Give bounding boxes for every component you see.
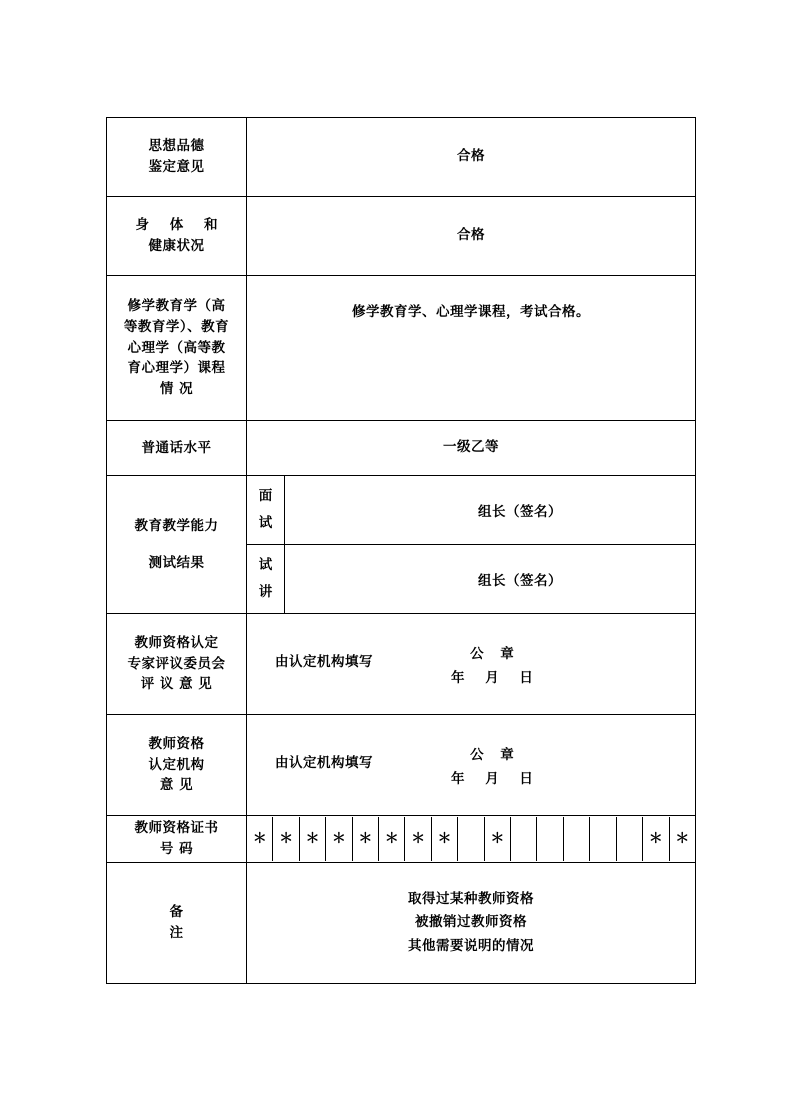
row-label-certifying-authority-opinion: 教师资格 认定机构 意 见 — [107, 715, 247, 816]
certificate-number-box[interactable] — [510, 817, 536, 861]
row-label-health-status: 身 体 和 健康状况 — [107, 197, 247, 276]
subrow-value-interview: 组长（签名） — [285, 476, 696, 545]
certificate-number-box[interactable]: ＊ — [431, 817, 457, 861]
certificate-number-box[interactable]: ＊ — [484, 817, 510, 861]
table-row-certificate-number — [107, 816, 696, 863]
row-value-certifying-authority-opinion — [247, 715, 696, 816]
table-row-expert-committee-opinion — [107, 614, 696, 715]
certificate-number-box[interactable]: ＊ — [325, 817, 351, 861]
certificate-number-box[interactable] — [536, 817, 562, 861]
opinion-content-expert-committee: 由认定机构填写 公 章 年 月 日 — [247, 642, 695, 686]
certificate-number-box[interactable]: ＊ — [352, 817, 378, 861]
table-row-mandarin-level — [107, 421, 696, 476]
table-row-moral-character — [107, 118, 696, 197]
row-label-certificate-number: 教师资格证书 号 码 — [107, 816, 247, 863]
row-label-moral-character: 思想品德 鉴定意见 — [107, 118, 247, 197]
row-label-mandarin-level: 普通话水平 — [107, 421, 247, 476]
row-value-expert-committee-opinion — [247, 614, 696, 715]
table-row-remarks — [107, 863, 696, 984]
subrow-label-trial-lecture: 试 讲 — [247, 545, 285, 614]
table-row-teaching-ability-interview — [107, 476, 696, 545]
certificate-number-box[interactable]: ＊ — [299, 817, 325, 861]
certificate-number-box[interactable] — [589, 817, 615, 861]
row-value-pedagogy-courses: 修学教育学、心理学课程，考试合格。 — [247, 276, 696, 421]
row-value-certificate-number — [247, 816, 696, 863]
row-label-pedagogy-courses: 修学教育学（高 等教育学）、教育 心理学（高等教 育心理学）课程 情 况 — [107, 276, 247, 421]
row-value-moral-character: 合格 — [247, 118, 696, 197]
table-row-health-status — [107, 197, 696, 276]
certificate-number-box[interactable]: ＊ — [404, 817, 430, 861]
certificate-number-box[interactable] — [563, 817, 589, 861]
certificate-number-box[interactable]: ＊ — [642, 817, 668, 861]
row-label-expert-committee-opinion: 教师资格认定 专家评议委员会 评 议 意 见 — [107, 614, 247, 715]
certificate-number-box[interactable] — [457, 817, 483, 861]
certificate-number-box[interactable]: ＊ — [252, 831, 267, 847]
certificate-number-box[interactable]: ＊ — [378, 817, 404, 861]
row-value-mandarin-level: 一级乙等 — [247, 421, 696, 476]
row-label-remarks: 备 注 — [107, 863, 247, 984]
table-row-pedagogy-courses — [107, 276, 696, 421]
certificate-number-box[interactable]: ＊ — [272, 817, 298, 861]
row-value-health-status: 合格 — [247, 197, 696, 276]
seal-and-date-expert-committee: 公 章 年 月 日 — [451, 646, 541, 686]
teacher-qualification-form-table — [106, 117, 696, 984]
certificate-number-box[interactable] — [616, 817, 642, 861]
row-label-teaching-ability-test: 教育教学能力 测试结果 — [107, 476, 247, 614]
certificate-number-boxes — [247, 817, 695, 861]
subrow-value-trial-lecture: 组长（签名） — [285, 545, 696, 614]
table-row-certifying-authority-opinion — [107, 715, 696, 816]
certificate-number-box[interactable]: ＊ — [669, 817, 695, 861]
opinion-content-certifying-authority: 由认定机构填写 公 章 年 月 日 — [247, 743, 695, 787]
seal-and-date-certifying-authority: 公 章 年 月 日 — [451, 747, 541, 787]
subrow-label-interview: 面 试 — [247, 476, 285, 545]
row-value-remarks: 取得过某种教师资格 被撤销过教师资格 其他需要说明的情况 — [247, 863, 696, 984]
